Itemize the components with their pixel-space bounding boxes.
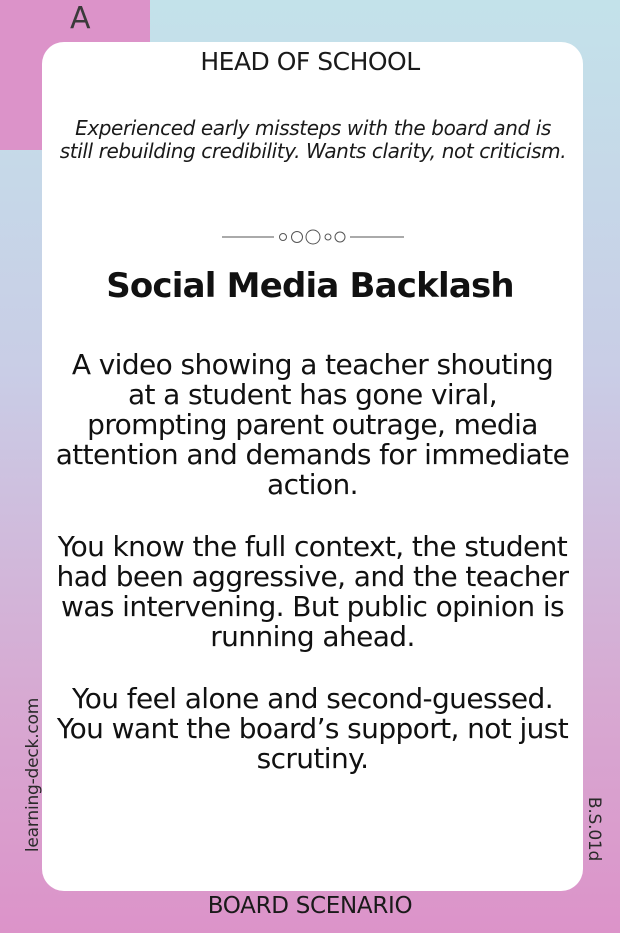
card-category-footer: BOARD SCENARIO (207, 893, 413, 919)
corner-letter: A (70, 1, 91, 36)
scenario-paragraph: You know the full context, the student had been aggressive, and the teacher was intervening. But public opinion is running ahead. (56, 530, 569, 653)
role-heading: HEAD OF SCHOOL (200, 47, 420, 76)
card-code: B.S.01d (584, 796, 604, 862)
scenario-title: Social Media Backlash (106, 266, 514, 306)
ornamental-divider-icon (222, 226, 404, 248)
site-credit: learning-deck.com (23, 697, 43, 853)
scenario-paragraph: A video showing a teacher shouting at a student has gone viral, prompting parent outrage, media attention and demands for immediate action. (55, 348, 570, 501)
scenario-paragraph: You feel alone and second-guessed. You want the board’s support, not just scrutiny. (56, 682, 569, 775)
role-description: Experienced early missteps with the board and is still rebuilding credibility. Wants clarity, not criticism. (59, 116, 567, 163)
scenario-body (55, 350, 570, 806)
